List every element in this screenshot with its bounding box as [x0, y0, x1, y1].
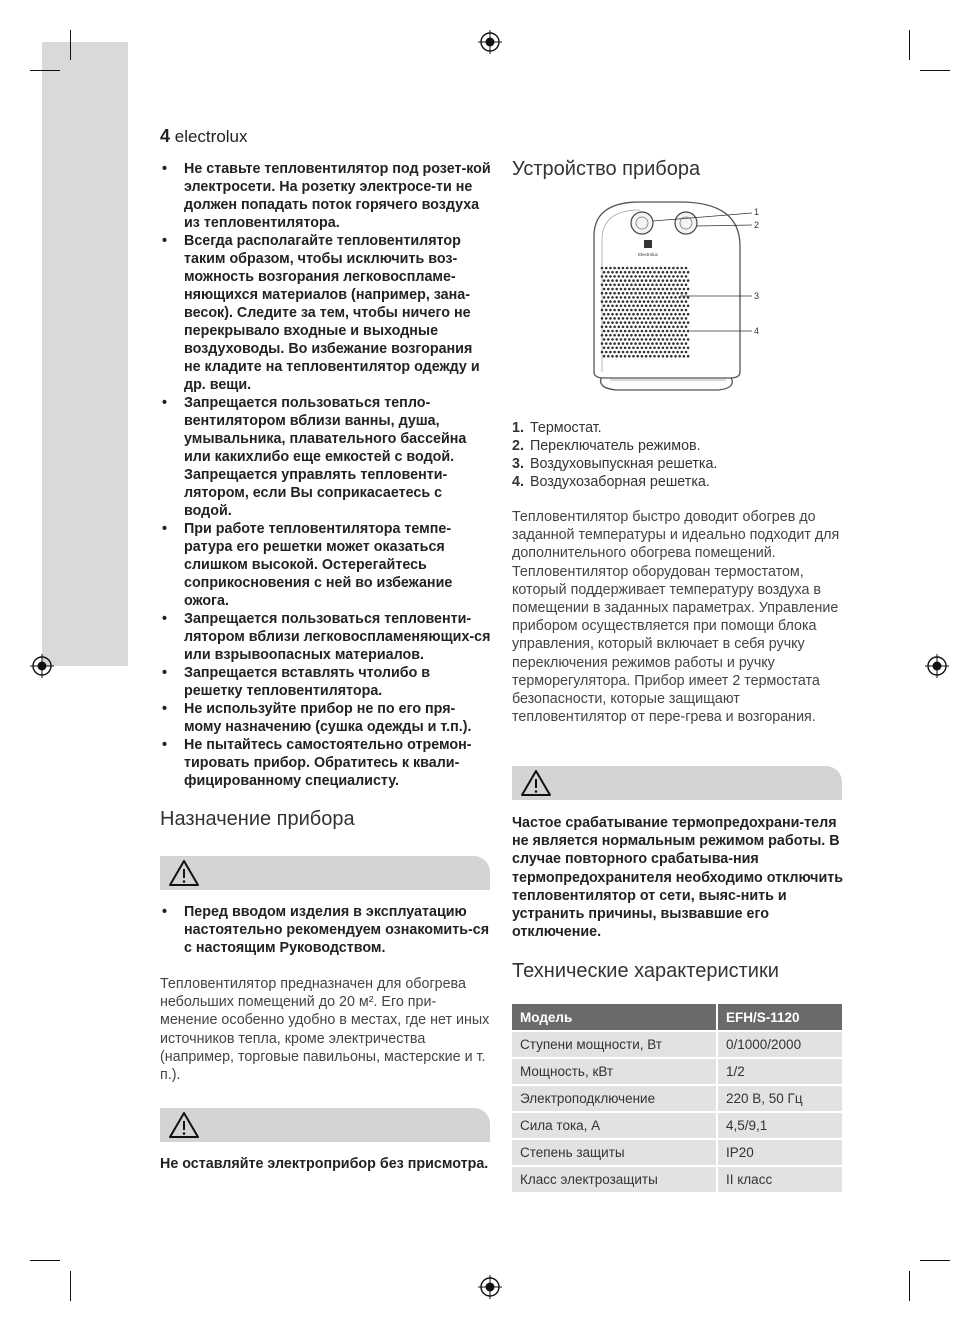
table-cell: 4,5/9,1 — [717, 1112, 842, 1139]
callout-label: 2 — [754, 220, 760, 230]
section-title-device: Устройство прибора — [512, 158, 701, 180]
warning-triangle-icon — [168, 859, 200, 887]
registration-mark-icon — [30, 654, 54, 678]
list-item: • Запрещается пользоваться тепловенти-лятором вблизи легковоспламеняющих-ся или взрывоопасных материалов. — [160, 610, 492, 664]
section-title-purpose: Назначение прибора — [160, 808, 355, 830]
list-item: 3. Воздуховыпускная решетка. — [512, 456, 718, 472]
list-item: • Запрещается вставлять чтолибо в решетку тепловентилятора. — [160, 664, 492, 700]
device-warning-text: Частое срабатывание термопредохрани-теля не является нормальным режимом работы. В случае повторного срабатыва-ния термопредохранителя необходимо отключить тепловентилятор от сети, выяс-нить и устранить причины, вызвавшие его отключение. — [512, 815, 844, 941]
table-cell: Мощность, кВт — [512, 1058, 717, 1085]
table-header-cell: Модель — [512, 1004, 717, 1031]
parts-list — [512, 419, 842, 491]
table-cell: Сила тока, А — [512, 1112, 717, 1139]
purpose-warning-text: Не оставляйте электроприбор без присмотра. — [160, 1156, 489, 1172]
table-cell: II класс — [717, 1166, 842, 1193]
callout-label: 1 — [754, 207, 760, 217]
table-row — [512, 1166, 842, 1193]
device-description: Тепловентилятор быстро доводит обогрев до заданной температуры и идеально подходит для дополнительного обогрева помещений. Тепловентилятор оборудован термостатом, который поддерживает температуру воздуха в помещении в заданных параметрах. Управление прибором осуществляется при помощи блока управления, который включает в себя ручку переключения режимов работы и ручку терморегулятора. Прибор имеет 2 термостата безопасности, которые защищают тепловентилятор от пере-грева и возгорания. — [512, 509, 840, 726]
purpose-warning-list — [160, 903, 492, 957]
list-item: 1. Термостат. — [512, 420, 602, 436]
table-cell: Степень защиты — [512, 1139, 717, 1166]
list-item: • Перед вводом изделия в эксплуатацию настоятельно рекомендуем ознакомить-ся с настоящим Руководством. — [160, 903, 492, 957]
registration-mark-icon — [925, 654, 949, 678]
table-cell: 0/1000/2000 — [717, 1031, 842, 1058]
warning-bar — [160, 856, 490, 890]
table-row — [512, 1139, 842, 1166]
table-cell: Ступени мощности, Вт — [512, 1031, 717, 1058]
warning-bar — [160, 1108, 490, 1142]
brand-name: electrolux — [174, 127, 248, 146]
list-item: • Всегда располагайте тепловентилятор таким образом, чтобы исключить воз-можность возгорания легковоспламе-няющихся материалов (например, зана-весок). Следите за тем, чтобы ничего не перекрывало входные и выходные воздуховоды. Во избежание возгорания не кладите на тепловентилятор одежду и др. вещи. — [160, 232, 492, 394]
table-cell: 1/2 — [717, 1058, 842, 1085]
table-cell: Класс электрозащиты — [512, 1166, 717, 1193]
purpose-description: Тепловентилятор предназначен для обогрева небольших помещений до 20 м². Его при-менение особенно удобно в местах, где нет иных источников тепла, кроме электричества (например, торговые павильоны, мастерские и т. п.). — [160, 976, 490, 1084]
table-row — [512, 1085, 842, 1112]
table-row — [512, 1058, 842, 1085]
heater-illustration — [580, 196, 780, 396]
table-cell: Электроподключение — [512, 1085, 717, 1112]
registration-mark-icon — [478, 1275, 502, 1299]
table-row — [512, 1031, 842, 1058]
list-item: 4. Воздухозаборная решетка. — [512, 474, 710, 490]
registration-mark-icon — [478, 30, 502, 54]
safety-bullet-list — [160, 160, 492, 790]
table-header-cell: EFH/S-1120 — [717, 1004, 842, 1031]
list-item: • Не ставьте тепловентилятор под розет-кой электросети. На розетку электросе-ти не должен попадать поток горячего воздуха из тепловентилятора. — [160, 160, 492, 232]
list-item: • При работе тепловентилятора темпе-ратура его решетки может оказаться слишком высокой. Остерегайтесь соприкосновения с ней во избежание ожога. — [160, 520, 492, 610]
list-item: • Запрещается пользоваться тепло-вентилятором вблизи ванны, душа, умывальника, плавательного бассейна или какихлибо еще емкостей с водой. Запрещается управлять тепловенти-лятором, если Вы соприкасаетесь с водой. — [160, 394, 492, 520]
table-header-row — [512, 1004, 842, 1031]
table-cell: 220 В, 50 Гц — [717, 1085, 842, 1112]
list-item: • Не используйте прибор не по его пря-мому назначению (сушка одежды и т.п.). — [160, 700, 492, 736]
table-row — [512, 1112, 842, 1139]
list-item: • Не пытайтесь самостоятельно отремон-тировать прибор. Обратитесь к квали-фицированному специалисту. — [160, 736, 492, 790]
specs-table — [512, 1004, 842, 1194]
callout-label: 3 — [754, 291, 760, 301]
side-strip — [42, 42, 128, 666]
table-cell: IP20 — [717, 1139, 842, 1166]
warning-triangle-icon — [520, 769, 552, 797]
callout-label: 4 — [754, 326, 760, 336]
section-title-specs: Технические характеристики — [512, 960, 779, 982]
warning-triangle-icon — [168, 1111, 200, 1139]
list-item: 2. Переключатель режимов. — [512, 438, 701, 454]
warning-bar — [512, 766, 842, 800]
svg-text:Electrolux: Electrolux — [638, 252, 658, 257]
page-number: 4 — [160, 126, 171, 146]
page-header — [160, 126, 248, 147]
